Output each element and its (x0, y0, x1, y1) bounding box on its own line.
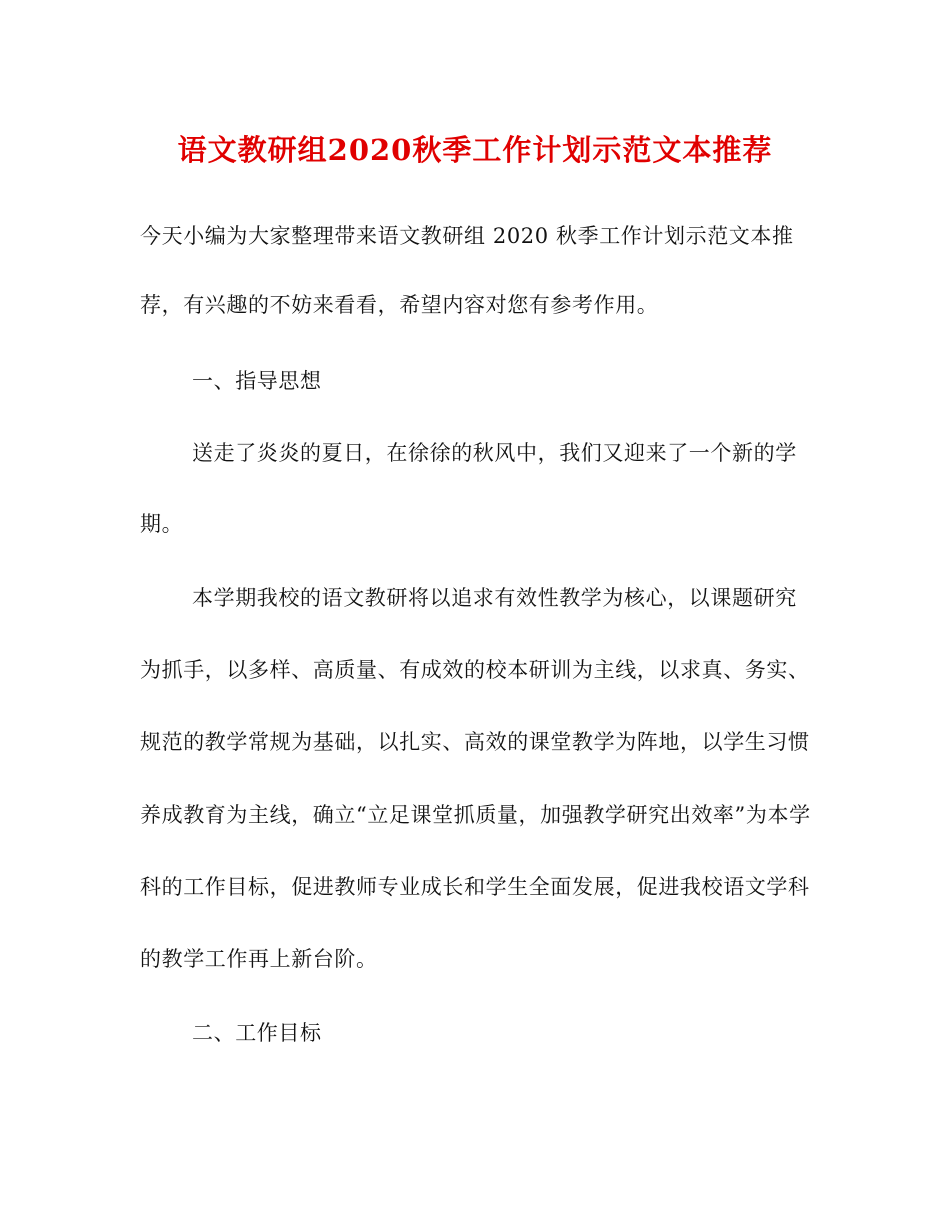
paragraph-2-line-6: 的教学工作再上新台阶。 (140, 947, 378, 971)
paragraph-1-line-2: 期。 (140, 512, 184, 536)
section-heading-guiding-thought: 一、指导思想 (192, 369, 322, 393)
paragraph-2-line-4: 养成教育为主线，确立“立足课堂抓质量，加强教学研究出效率”为本学 (140, 803, 811, 827)
paragraph-2-line-5: 科的工作目标，促进教师专业成长和学生全面发展，促进我校语文学科 (140, 875, 810, 899)
document-title: 语文教研组2020秋季工作计划示范文本推荐 (177, 133, 773, 167)
paragraph-2-line-1: 本学期我校的语文教研将以追求有效性教学为核心，以课题研究 (192, 586, 797, 610)
paragraph-2-line-3: 规范的教学常规为基础，以扎实、高效的课堂教学为阵地，以学生习惯 (140, 730, 810, 754)
intro-line-1: 今天小编为大家整理带来语文教研组 2020 秋季工作计划示范文本推 (140, 224, 794, 248)
paragraph-2-line-2: 为抓手，以多样、高质量、有成效的校本研训为主线，以求真、务实、 (140, 658, 810, 682)
paragraph-1-line-1: 送走了炎炎的夏日，在徐徐的秋风中，我们又迎来了一个新的学 (192, 441, 797, 465)
intro-line-2: 荐，有兴趣的不妨来看看，希望内容对您有参考作用。 (140, 293, 659, 317)
section-heading-work-goals: 二、工作目标 (192, 1021, 322, 1045)
